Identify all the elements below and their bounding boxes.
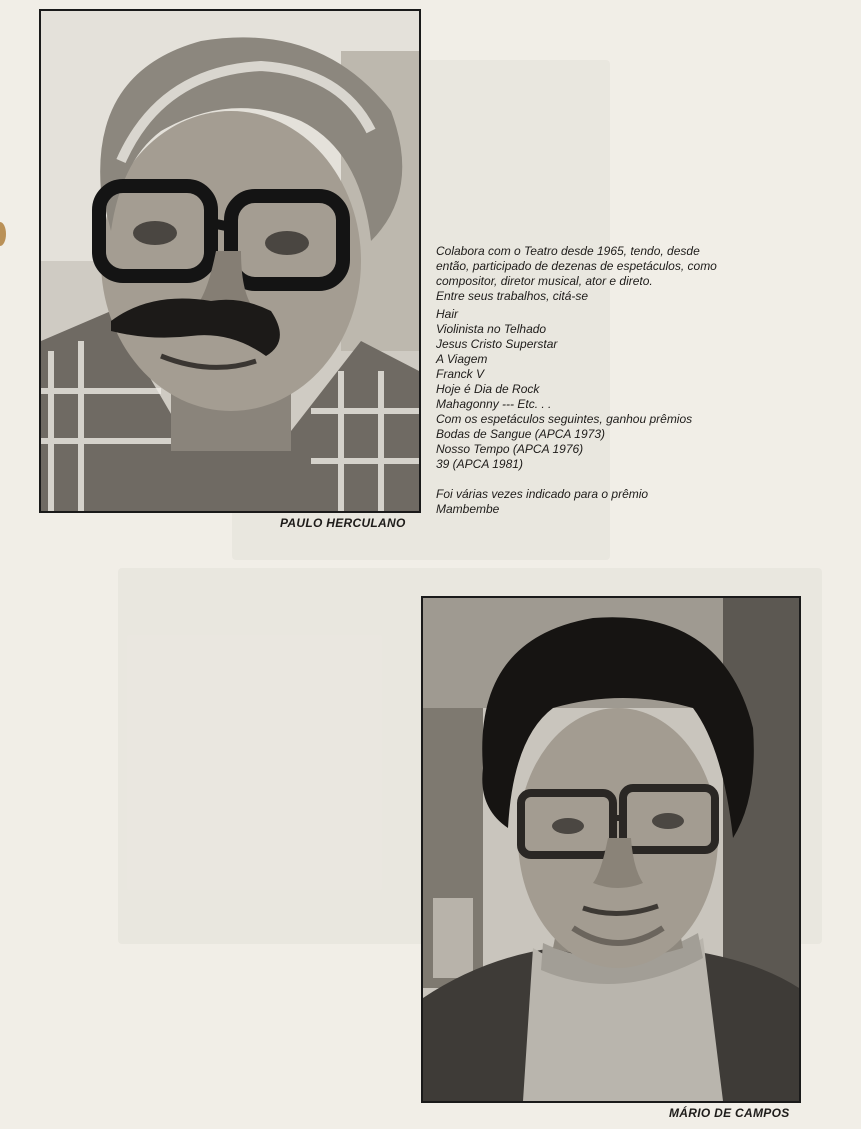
paulo-herculano-photo: [39, 9, 421, 513]
list-item: Nosso Tempo (APCA 1976): [436, 442, 584, 456]
photo-caption: MÁRIO DE CAMPOS: [669, 1106, 790, 1120]
list-item: 39 (APCA 1981): [436, 457, 523, 471]
works-lead: Entre seus trabalhos, citá-se: [436, 289, 589, 303]
awards-list: [436, 427, 736, 472]
portrait-photo-icon: [41, 11, 419, 511]
list-item: Franck V: [436, 367, 485, 381]
list-item: A Viagem: [436, 352, 488, 366]
mario-de-campos-photo: [421, 596, 801, 1103]
list-item: Hair: [436, 307, 459, 321]
bio-intro: Colabora com o Teatro desde 1965, tendo, desde então, participado de dezenas de espetáculos, como compositor, diretor musical, ator e direto.: [436, 244, 717, 288]
portrait-photo-icon: [423, 598, 799, 1101]
photo-caption: PAULO HERCULANO: [280, 516, 406, 530]
works-list: [436, 307, 736, 412]
awards-lead: Com os espetáculos seguintes, ganhou prêmios: [436, 412, 693, 426]
list-item: Bodas de Sangue (APCA 1973): [436, 427, 606, 441]
list-item: Jesus Cristo Superstar: [436, 337, 558, 351]
paper-stain: [0, 222, 6, 246]
list-item: Mahagonny --- Etc. . .: [436, 397, 552, 411]
spacer: [436, 472, 736, 487]
biography-text: [436, 244, 736, 517]
list-item: Hoje é Dia de Rock: [436, 382, 540, 396]
nomination-text: Foi várias vezes indicado para o prêmio Mambembe: [436, 487, 649, 516]
list-item: Violinista no Telhado: [436, 322, 547, 336]
